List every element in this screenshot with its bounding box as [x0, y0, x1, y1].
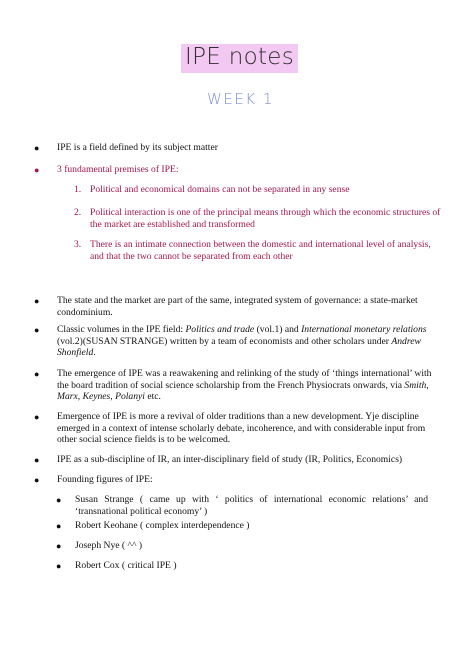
page-subtitle: WEEK 1 [207, 90, 274, 108]
premise-item: There is an intimate connection between the domestic and international level of analysis, and that the two cannot be separated from each other [90, 239, 431, 262]
bullet-dot: ● [34, 165, 40, 175]
premise-number: 3. [74, 239, 82, 250]
premise-number: 2. [74, 207, 82, 218]
bullet-dot: ● [56, 495, 62, 505]
bullet-dot: ● [56, 521, 62, 531]
premise-item: Political interaction is one of the principal means through which the economic structures of the market are established and transformed [90, 207, 441, 230]
bullet-dot: ● [34, 412, 40, 422]
bullet-dot: ● [56, 561, 62, 571]
bullet-dot: ● [34, 369, 40, 379]
founder-item: Joseph Nye ( ^^ ) [75, 540, 143, 551]
title-wrapper [181, 44, 298, 73]
founder-item: Susan Strange ( came up with ‘ politics of international economic relations’ and ‘transnational political economy’ ) [75, 494, 428, 517]
bullet-dot: ● [34, 455, 40, 465]
bullet-dot: ● [34, 296, 40, 306]
bullet-dot: ● [56, 541, 62, 551]
note-founding-figures: Founding figures of IPE: [57, 474, 153, 485]
note-classic-volumes: Classic volumes in the IPE field: Politics and trade (vol.1) and International monetary relations (vol.2)(SUSAN STRANGE) written by a team of economists and other scholars under Andrew Shonfield. [57, 324, 427, 359]
page-title: IPE notes [181, 44, 298, 73]
founder-item: Robert Cox ( critical IPE ) [75, 560, 177, 571]
premise-number: 1. [74, 184, 82, 195]
founder-item: Robert Keohane ( complex interdependence ) [75, 520, 250, 531]
bullet-dot: ● [34, 143, 40, 153]
note-premises-heading: 3 fundamental premises of IPE: [57, 164, 179, 175]
note-state-market: The state and the market are part of the same, integrated system of governance: a state-market condominium. [57, 295, 418, 318]
note-sub-discipline: IPE as a sub-discipline of IR, an inter-disciplinary field of study (IR, Politics, Economics) [57, 454, 403, 465]
premise-item: Political and economical domains can not be separated in any sense [90, 184, 350, 195]
bullet-dot: ● [34, 475, 40, 485]
note-revival: Emergence of IPE is more a revival of older traditions than a new development. Yje discipline emerged in a context of intense scholarly debate, incoherence, and with considerable input from other social science fields is to be welcomed. [57, 411, 426, 446]
note-emergence: The emergence of IPE was a reawakening and relinking of the study of ‘things international’ with the board tradition of social science scholarship from the French Physiocrats onwards, via Smith, Marx, Keynes, Polanyi etc. [57, 368, 432, 403]
bullet-dot: ● [34, 325, 40, 335]
note-subject-matter: IPE is a field defined by its subject matter [57, 142, 218, 153]
